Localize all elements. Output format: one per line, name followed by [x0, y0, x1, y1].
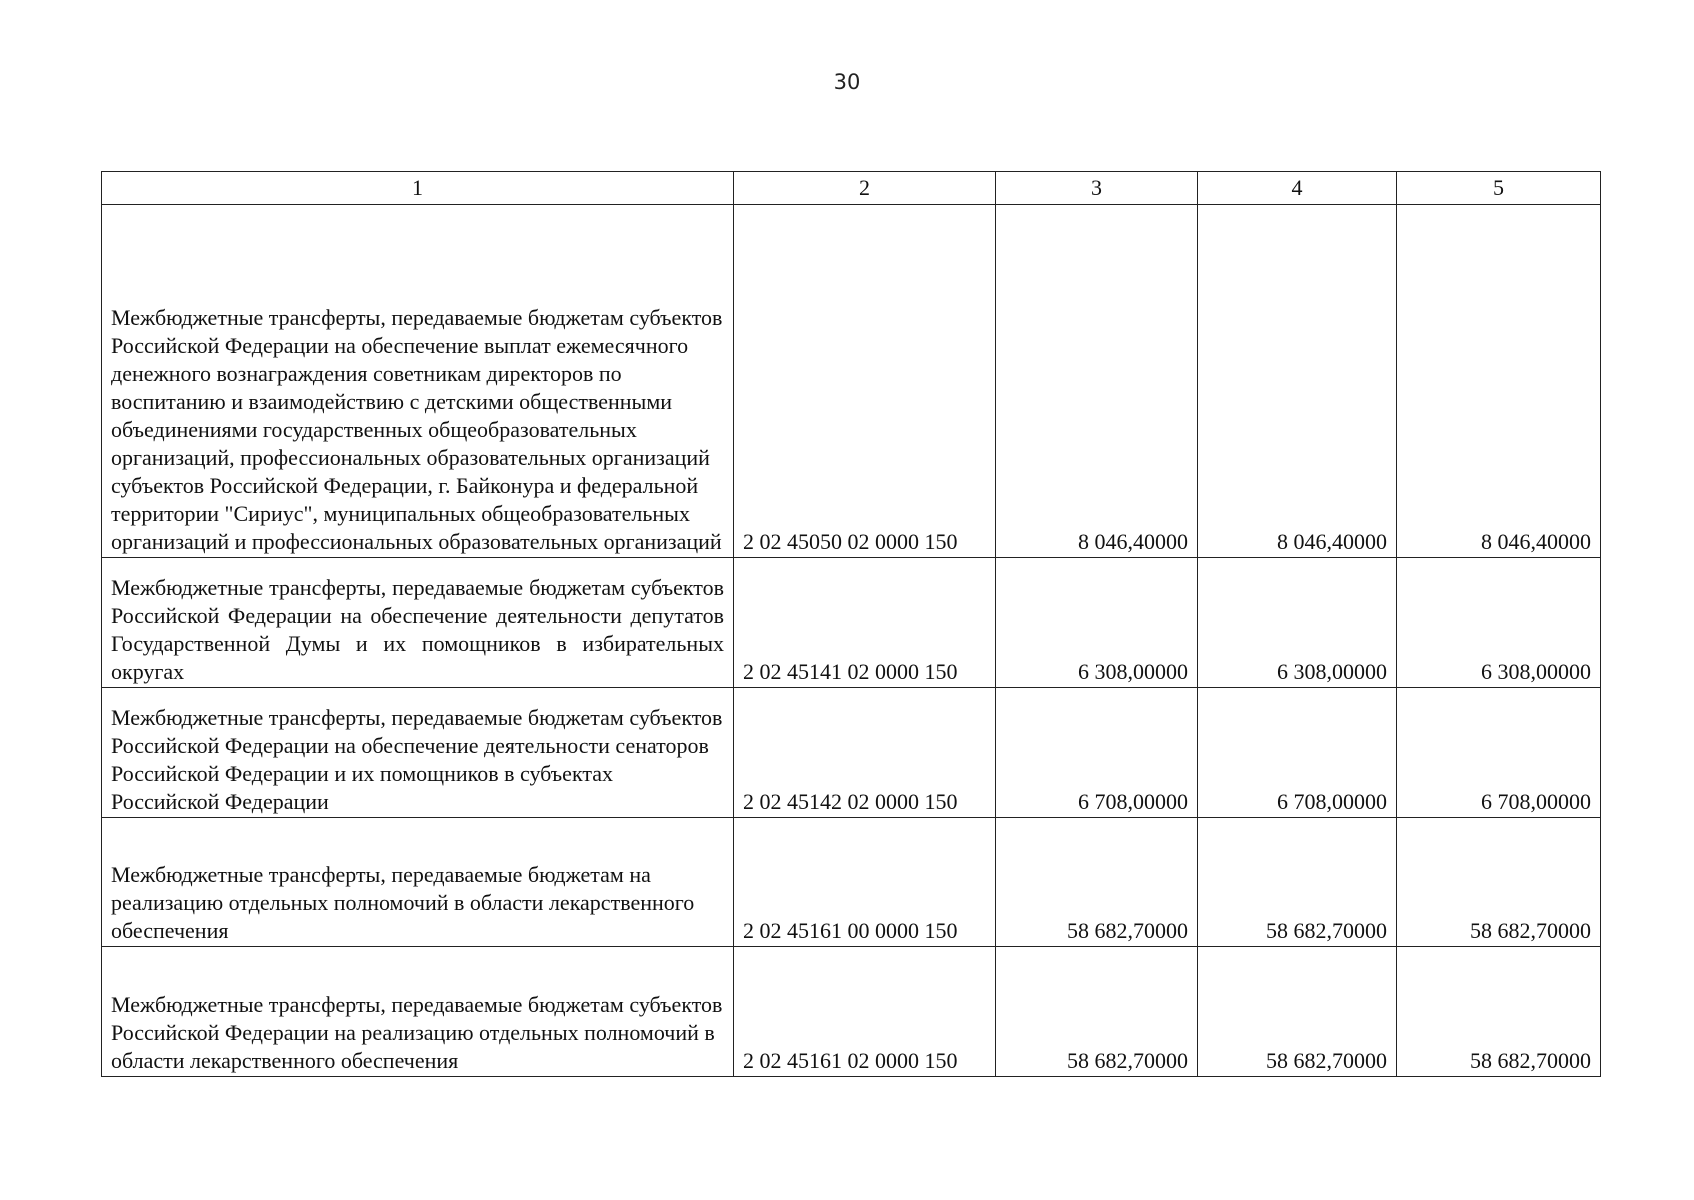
- row-value-col5: 6 708,00000: [1397, 688, 1601, 818]
- column-header-5: 5: [1397, 172, 1601, 205]
- row-value-col3: 58 682,70000: [996, 818, 1198, 947]
- column-header-4: 4: [1198, 172, 1397, 205]
- row-budget-code: 2 02 45161 02 0000 150: [734, 947, 996, 1077]
- table-row: [102, 818, 1601, 947]
- table-row: [102, 947, 1601, 1077]
- row-description: Межбюджетные трансферты, передаваемые бюджетам на реализацию отдельных полномочий в области лекарственного обеспечения: [102, 818, 734, 947]
- row-value-col4: 58 682,70000: [1198, 947, 1397, 1077]
- table-row: [102, 688, 1601, 818]
- row-value-col5: 58 682,70000: [1397, 818, 1601, 947]
- row-value-col3: 6 708,00000: [996, 688, 1198, 818]
- row-budget-code: 2 02 45050 02 0000 150: [734, 205, 996, 558]
- table-row: [102, 558, 1601, 688]
- row-value-col3: 6 308,00000: [996, 558, 1198, 688]
- column-header-3: 3: [996, 172, 1198, 205]
- row-value-col4: 8 046,40000: [1198, 205, 1397, 558]
- row-value-col4: 6 308,00000: [1198, 558, 1397, 688]
- row-value-col3: 8 046,40000: [996, 205, 1198, 558]
- row-value-col5: 6 308,00000: [1397, 558, 1601, 688]
- column-header-1: 1: [102, 172, 734, 205]
- row-budget-code: 2 02 45161 00 0000 150: [734, 818, 996, 947]
- budget-table: [101, 171, 1601, 1077]
- row-description: Межбюджетные трансферты, передаваемые бюджетам субъектов Российской Федерации на обеспечение деятельности депутатов Государственной Думы и их помощников в избирательных округах: [102, 558, 734, 688]
- row-value-col5: 58 682,70000: [1397, 947, 1601, 1077]
- row-value-col4: 6 708,00000: [1198, 688, 1397, 818]
- row-value-col3: 58 682,70000: [996, 947, 1198, 1077]
- table-header-row: [102, 172, 1601, 205]
- row-description: Межбюджетные трансферты, передаваемые бюджетам субъектов Российской Федерации на обеспечение деятельности сенаторов Российской Федерации и их помощников в субъектах Российской Федерации: [102, 688, 734, 818]
- row-budget-code: 2 02 45142 02 0000 150: [734, 688, 996, 818]
- column-header-2: 2: [734, 172, 996, 205]
- table-row: [102, 205, 1601, 558]
- row-budget-code: 2 02 45141 02 0000 150: [734, 558, 996, 688]
- row-description: Межбюджетные трансферты, передаваемые бюджетам субъектов Российской Федерации на обеспечение выплат ежемесячного денежного вознаграждения советникам директоров по воспитанию и взаимодействию с детскими общественными объединениями государственных общеобразовательных организаций, профессиональных образовательных организаций субъектов Российской Федерации, г. Байконура и федеральной территории "Сириус", муниципальных общеобразовательных организаций и профессиональных образовательных организаций: [102, 205, 734, 558]
- row-value-col4: 58 682,70000: [1198, 818, 1397, 947]
- row-description: Межбюджетные трансферты, передаваемые бюджетам субъектов Российской Федерации на реализацию отдельных полномочий в области лекарственного обеспечения: [102, 947, 734, 1077]
- page-number: 30: [833, 70, 861, 94]
- row-value-col5: 8 046,40000: [1397, 205, 1601, 558]
